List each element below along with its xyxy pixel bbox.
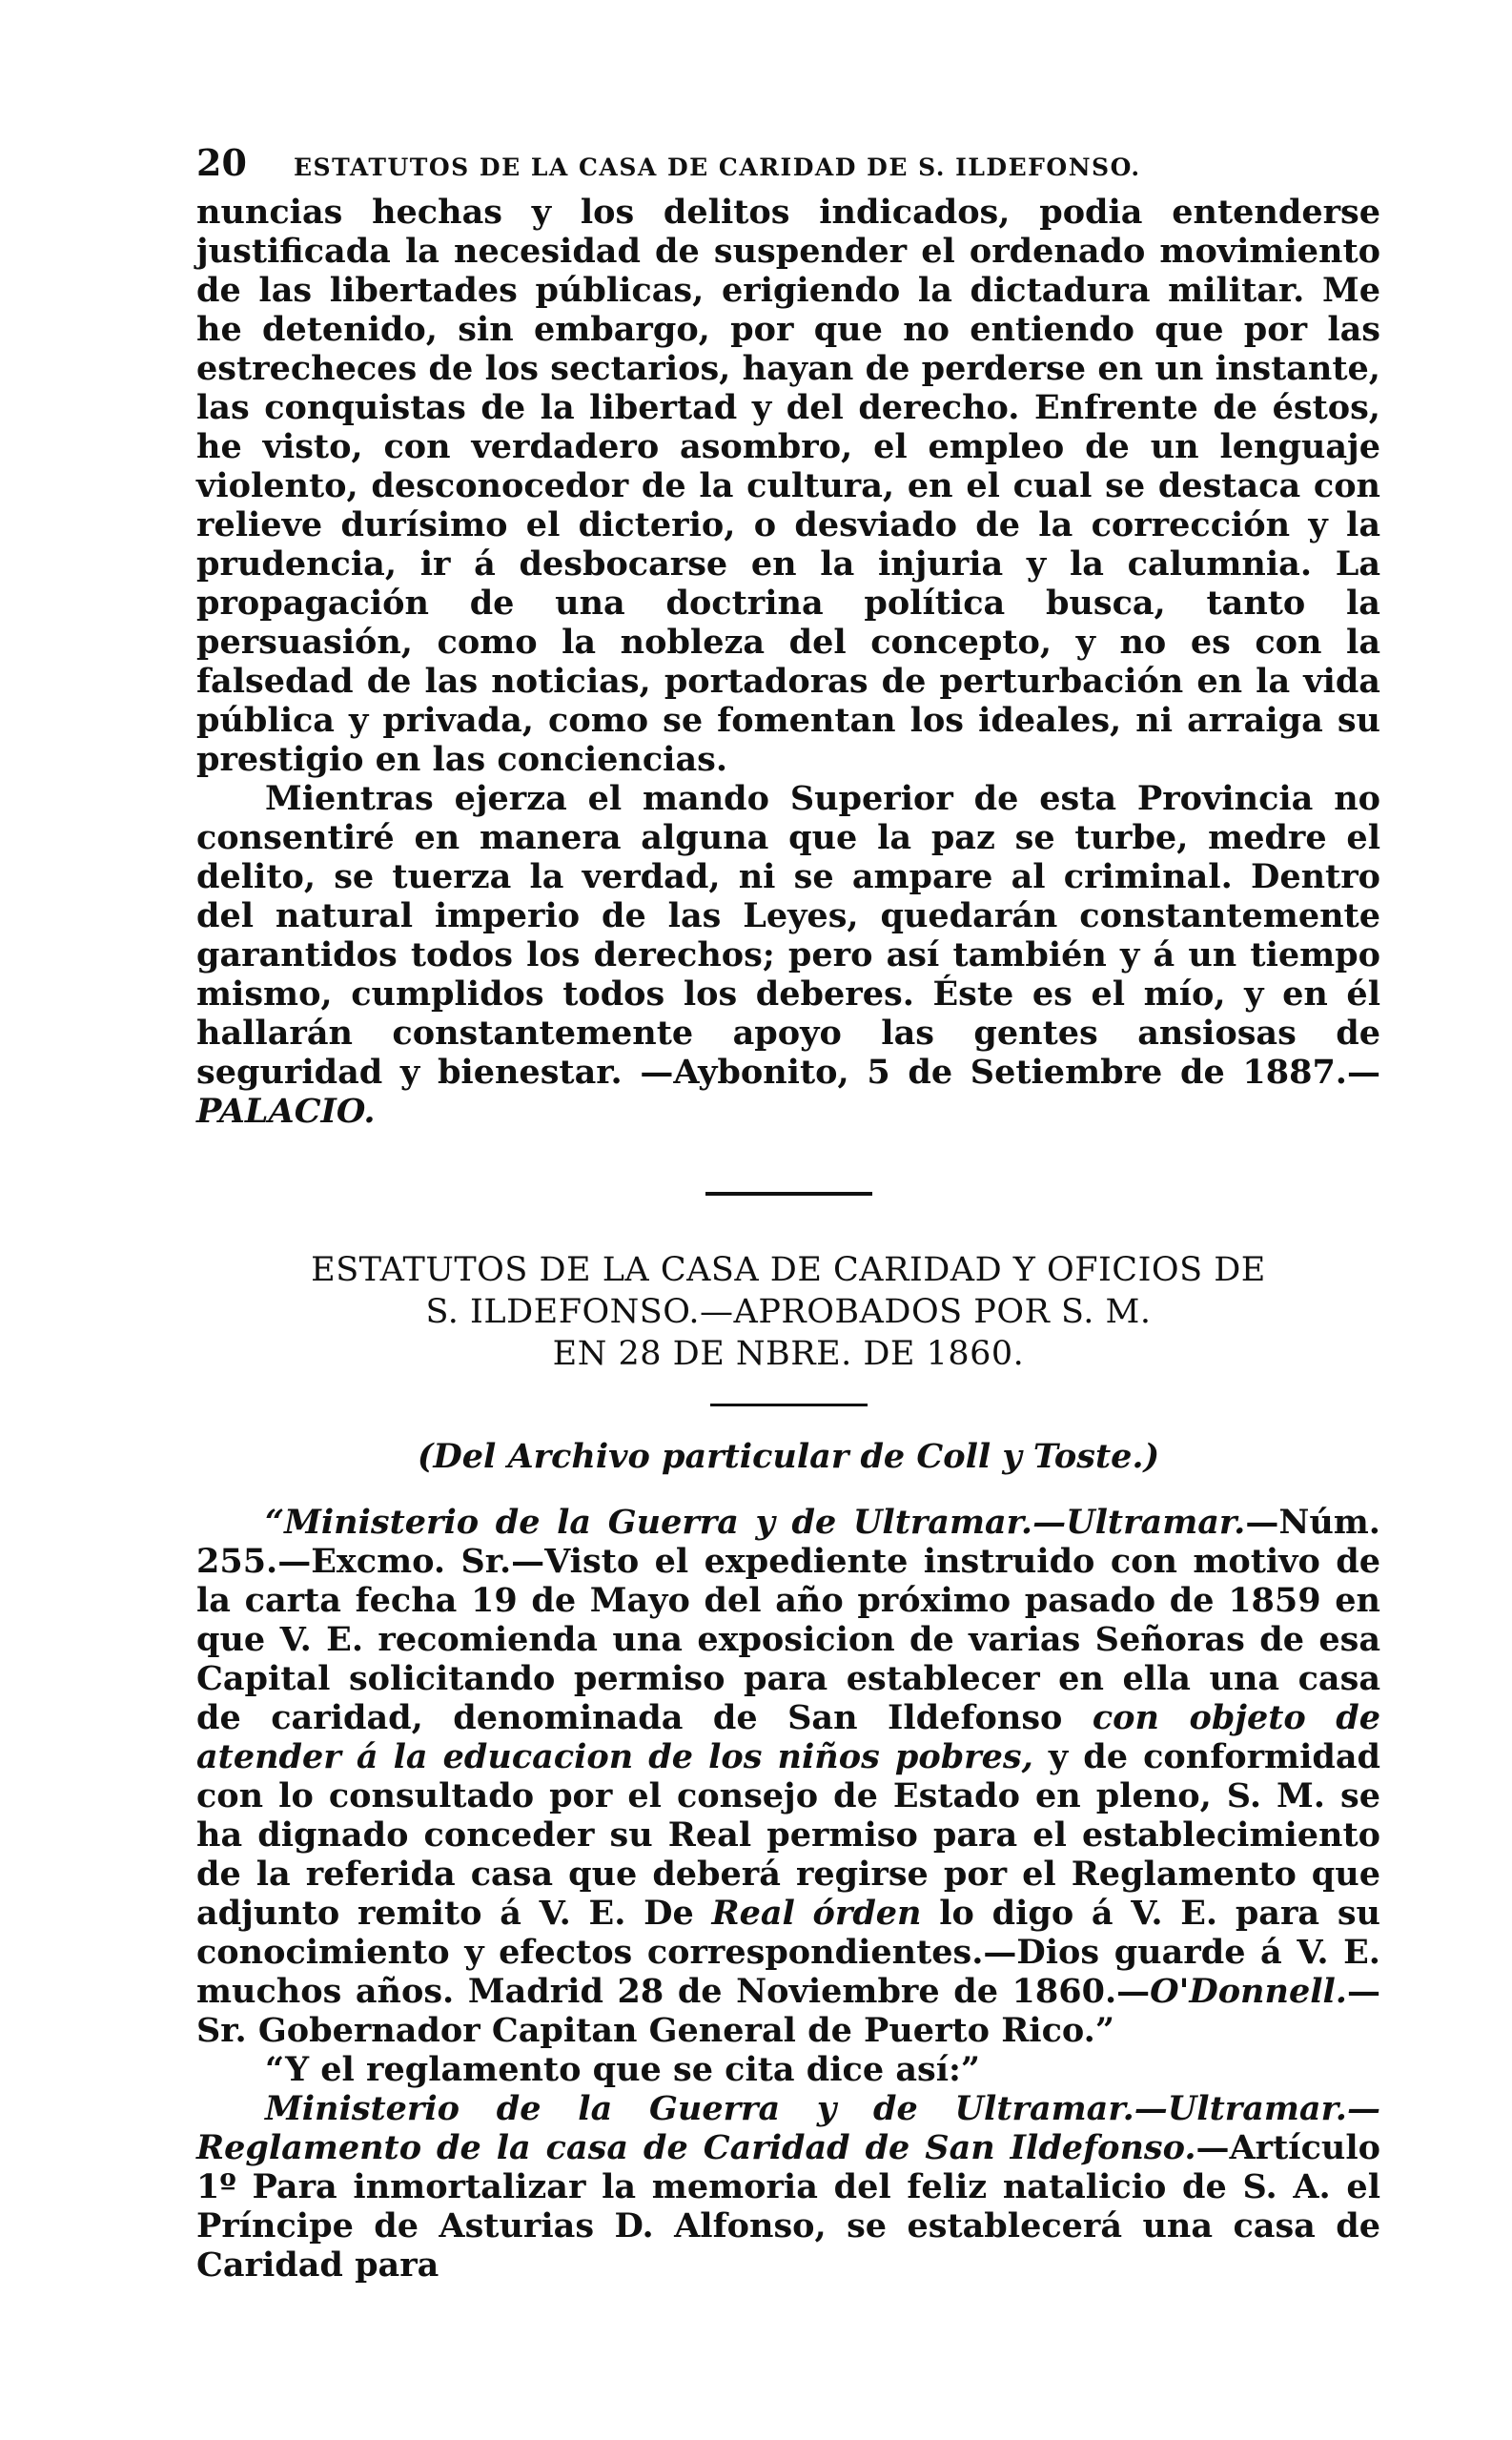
p3-purpose: con objeto de atender á la educacion de los niños pobres, xyxy=(196,1698,1380,1776)
p3-body-c: lo digo á V. E. para su conocimiento y efectos correspondientes.—Dios guarde á V. E. muchos años. Madrid 28 de Noviembre de 1860.— xyxy=(196,1894,1380,2011)
p3-real-orden: Real órden xyxy=(711,1894,922,1933)
paragraph-2 xyxy=(196,779,1380,1131)
paragraph-4: “Y el reglamento que se cita dice así:” xyxy=(265,2050,981,2089)
p3-body-b: y de conformidad con lo consultado por el consejo de Estado en pleno, S. M. se ha dignado conceder su Real permiso para el establecimiento de la referida casa que deberá regirse por el Reglamento que adjunto remito á V. E. De xyxy=(196,1737,1380,1933)
p3-odonnell: O'Donnell. xyxy=(1150,1972,1347,2011)
p3-body-d: —Sr. Gobernador Capitan General de Puerto Rico.” xyxy=(196,1972,1380,2050)
section-title xyxy=(196,1249,1380,1375)
page-header xyxy=(196,141,1380,183)
paragraph-1: nuncias hechas y los delitos indicados, podia entenderse justificada la necesidad de suspender el ordenado movimiento de las libertades públicas, erigiendo la dictadura militar. Me he detenido, sin embargo, por que no entiendo que por las estrecheces de los sectarios, hayan de perderse en un instante, las conquistas de la libertad y del derecho. Enfrente de éstos, he visto, con verdadero asombro, el empleo de un lenguaje violento, desconocedor de la cultura, en el cual se destaca con relieve durísimo el dicterio, o desviado de la corrección y la prudencia, ir á desbocarse en la injuria y la calumnia. La propagación de una doctrina política busca, tanto la persuasión, como la nobleza del concepto, y no es con la falsedad de las noticias, portadoras de perturbación en la vida pública y privada, como se fomentan los ideales, ni arraiga su prestigio en las conciencias. xyxy=(196,193,1380,779)
title-underline xyxy=(710,1404,868,1406)
section-title-line-1: ESTATUTOS DE LA CASA DE CARIDAD Y OFICIOS DE xyxy=(311,1251,1266,1289)
p5-body: —Artículo 1º Para inmortalizar la memoria del feliz natalicio de S. A. el Príncipe de Asturias D. Alfonso, se establecerá una casa de Caridad para xyxy=(196,2128,1380,2285)
source-note: (Del Archivo particular de Coll y Toste.) xyxy=(417,1437,1160,1476)
p3-body-a: —Núm. 255.—Excmo. Sr.—Visto el expediente instruido con motivo de la carta fecha 19 de Mayo del año próximo pasado de 1859 en que V. E. recomienda una exposicion de varias Señoras de esa Capital solicitando permiso para establecer en ella una casa de caridad, denominada de San Ildefonso xyxy=(196,1503,1380,1737)
main-text xyxy=(196,193,1380,1131)
paragraph-5 xyxy=(196,2089,1380,2285)
section-title-line-2: S. ILDEFONSO.—APROBADOS POR S. M. xyxy=(425,1293,1152,1331)
statute-text xyxy=(196,1503,1380,2285)
page-number: 20 xyxy=(196,141,247,184)
section-divider xyxy=(705,1192,872,1196)
running-title: ESTATUTOS DE LA CASA DE CARIDAD DE S. ILDEFONSO. xyxy=(294,154,1141,181)
section-title-line-3: EN 28 DE NBRE. DE 1860. xyxy=(552,1335,1025,1373)
p3-ministry: “Ministerio de la Guerra y de Ultramar.—Ultramar. xyxy=(265,1503,1246,1542)
signature-palacio: PALACIO. xyxy=(196,1092,376,1131)
paragraph-2-text: Mientras ejerza el mando Superior de esta Provincia no consentiré en manera alguna que la paz se turbe, medre el delito, se tuerza la verdad, ni se ampare al criminal. Dentro del natural imperio de las Leyes, quedarán constantemente garantidos todos los derechos; pero así también y á un tiempo mismo, cumplidos todos los deberes. Éste es el mío, y en él hallarán constantemente apoyo las gentes ansiosas de seguridad y bienestar. —Aybonito, 5 de Setiembre de 1887.— xyxy=(196,779,1380,1092)
paragraph-3 xyxy=(196,1503,1380,2050)
p5-heading: Ministerio de la Guerra y de Ultramar.—Ultramar.—Reglamento de la casa de Caridad de San Ildefonso. xyxy=(196,2089,1380,2167)
